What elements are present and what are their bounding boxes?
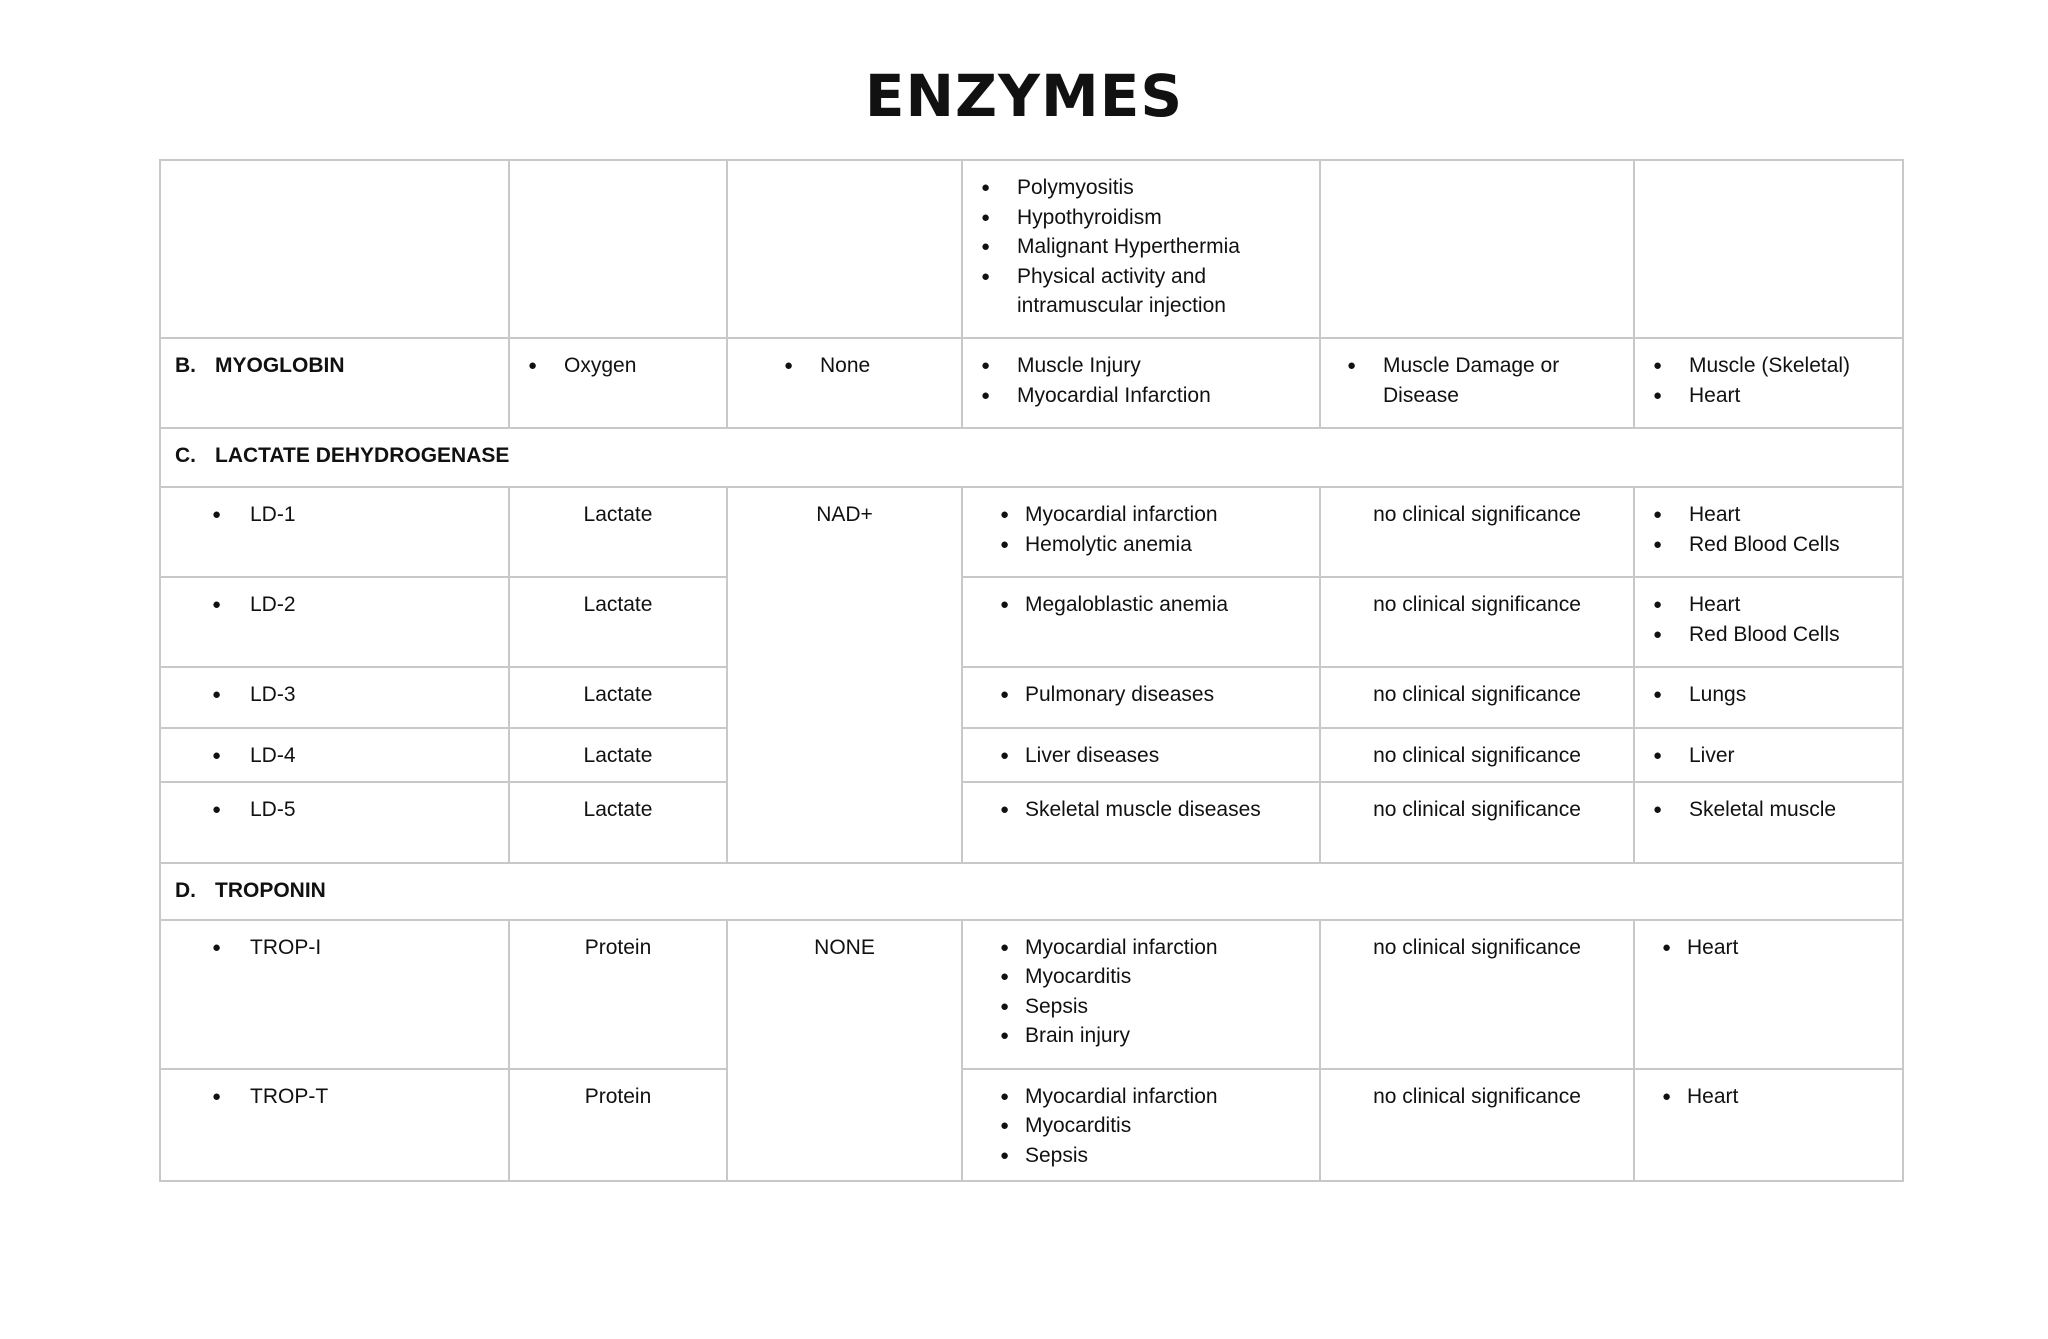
- table-row: [160, 338, 1903, 428]
- list-item: ● None: [780, 351, 947, 381]
- list-item: ● Red Blood Cells: [1649, 530, 1888, 560]
- significance-cell: no clinical significance: [1320, 728, 1634, 782]
- list-item: ● Myocardial Infarction: [977, 381, 1305, 411]
- list-item: ● Hypothyroidism: [977, 203, 1305, 233]
- significance-cell: no clinical significance: [1320, 487, 1634, 577]
- list-item: ● Physical activity and intramuscular injection: [977, 262, 1305, 321]
- substrate-cell: [509, 338, 727, 428]
- table-cell: [160, 160, 509, 338]
- myoglobin-heading: [160, 338, 509, 428]
- diseases-cell: [962, 1069, 1320, 1182]
- sources-cell: [1634, 1069, 1903, 1182]
- list-item: ● Malignant Hyperthermia: [977, 232, 1305, 262]
- list-item: ● TROP-I: [212, 933, 494, 963]
- section-name: LACTATE DEHYDROGENASE: [215, 444, 510, 467]
- table-row: [160, 728, 1903, 782]
- sources-cell: [1634, 667, 1903, 728]
- sources-cell: [1634, 920, 1903, 1069]
- isoenzyme-cell: [160, 577, 509, 667]
- substrate-cell: Lactate: [509, 487, 727, 577]
- list-item: ● Red Blood Cells: [1649, 620, 1888, 650]
- list-item: ● LD-5: [212, 795, 494, 825]
- substrate-cell: Lactate: [509, 577, 727, 667]
- list-item: ● Heart: [1649, 590, 1888, 620]
- list-item: ● Muscle Injury: [977, 351, 1305, 381]
- diseases-cell: [962, 338, 1320, 428]
- substrate-cell: Protein: [509, 1069, 727, 1182]
- list-item: ● Lungs: [1649, 680, 1888, 710]
- substrate-cell: Lactate: [509, 667, 727, 728]
- isoenzyme-cell: [160, 1069, 509, 1182]
- coenzyme-cell: [727, 338, 962, 428]
- list-item: ● Oxygen: [524, 351, 712, 381]
- list-item: ● Megaloblastic anemia: [995, 590, 1305, 620]
- diseases-cell: [962, 667, 1320, 728]
- table-cell: [1320, 160, 1634, 338]
- list-item: ● Sepsis: [995, 992, 1305, 1022]
- enzymes-table: [159, 159, 1904, 1182]
- table-row: [160, 160, 1903, 338]
- section-letter: C.: [175, 444, 196, 467]
- table-row: [160, 667, 1903, 728]
- substrate-cell: Lactate: [509, 782, 727, 863]
- coenzyme-cell: NONE: [727, 920, 962, 1182]
- sources-cell: [1634, 487, 1903, 577]
- diseases-cell: [962, 577, 1320, 667]
- significance-cell: no clinical significance: [1320, 667, 1634, 728]
- diseases-cell: [962, 487, 1320, 577]
- list-item: ● Myocardial infarction: [995, 500, 1305, 530]
- table-row: [160, 782, 1903, 863]
- diseases-cell: [962, 728, 1320, 782]
- table-row: [160, 863, 1903, 920]
- list-item: ● Skeletal muscle: [1649, 795, 1888, 825]
- sources-cell: [1634, 728, 1903, 782]
- list-item: ● Liver diseases: [995, 741, 1305, 771]
- list-item: ● Muscle Damage or Disease: [1343, 351, 1619, 410]
- list-item: ● Myocarditis: [995, 1111, 1305, 1141]
- list-item: ● Heart: [1649, 500, 1888, 530]
- list-item: ● Skeletal muscle diseases: [995, 795, 1305, 825]
- list-item: ● TROP-T: [212, 1082, 494, 1112]
- list-item: ● Sepsis: [995, 1141, 1305, 1171]
- list-item: ● LD-3: [212, 680, 494, 710]
- list-item: ● LD-2: [212, 590, 494, 620]
- table-cell: [727, 160, 962, 338]
- list-item: ● Heart: [1649, 381, 1888, 411]
- section-name: MYOGLOBIN: [215, 354, 345, 377]
- table-row: [160, 428, 1903, 487]
- diseases-cell: [962, 782, 1320, 863]
- section-heading-troponin: [160, 863, 1903, 920]
- table-cell: [1634, 160, 1903, 338]
- diseases-cell: [962, 160, 1320, 338]
- table-row: [160, 577, 1903, 667]
- decrease-cell: [1320, 338, 1634, 428]
- isoenzyme-cell: [160, 782, 509, 863]
- section-letter: D.: [175, 878, 196, 902]
- list-item: ● Hemolytic anemia: [995, 530, 1305, 560]
- list-item: ● Liver: [1649, 741, 1888, 771]
- sources-cell: [1634, 577, 1903, 667]
- list-item: ● Polymyositis: [977, 173, 1305, 203]
- list-item: ● LD-4: [212, 741, 494, 771]
- list-item: ● Myocardial infarction: [995, 933, 1305, 963]
- diseases-cell: [962, 920, 1320, 1069]
- section-heading-ld: [160, 428, 1903, 487]
- list-item: ● Heart: [1657, 933, 1888, 963]
- significance-cell: no clinical significance: [1320, 920, 1634, 1069]
- section-letter: B.: [175, 354, 196, 377]
- substrate-cell: Protein: [509, 920, 727, 1069]
- isoenzyme-cell: [160, 920, 509, 1069]
- significance-cell: no clinical significance: [1320, 577, 1634, 667]
- list-item: ● Myocarditis: [995, 962, 1305, 992]
- significance-cell: no clinical significance: [1320, 782, 1634, 863]
- list-item: ● Heart: [1657, 1082, 1888, 1112]
- table-row: [160, 487, 1903, 577]
- isoenzyme-cell: [160, 728, 509, 782]
- page-title: ENZYMES: [864, 62, 1184, 130]
- list-item: ● Pulmonary diseases: [995, 680, 1305, 710]
- sources-cell: [1634, 782, 1903, 863]
- list-item: ● Myocardial infarction: [995, 1082, 1305, 1112]
- substrate-cell: Lactate: [509, 728, 727, 782]
- isoenzyme-cell: [160, 667, 509, 728]
- significance-cell: no clinical significance: [1320, 1069, 1634, 1182]
- coenzyme-cell: NAD+: [727, 487, 962, 863]
- isoenzyme-cell: [160, 487, 509, 577]
- table-cell: [509, 160, 727, 338]
- table-row: [160, 1069, 1903, 1182]
- table-row: [160, 920, 1903, 1069]
- list-item: ● LD-1: [212, 500, 494, 530]
- sources-cell: [1634, 338, 1903, 428]
- list-item: ● Muscle (Skeletal): [1649, 351, 1888, 381]
- section-name: TROPONIN: [215, 878, 326, 902]
- list-item: ● Brain injury: [995, 1021, 1305, 1051]
